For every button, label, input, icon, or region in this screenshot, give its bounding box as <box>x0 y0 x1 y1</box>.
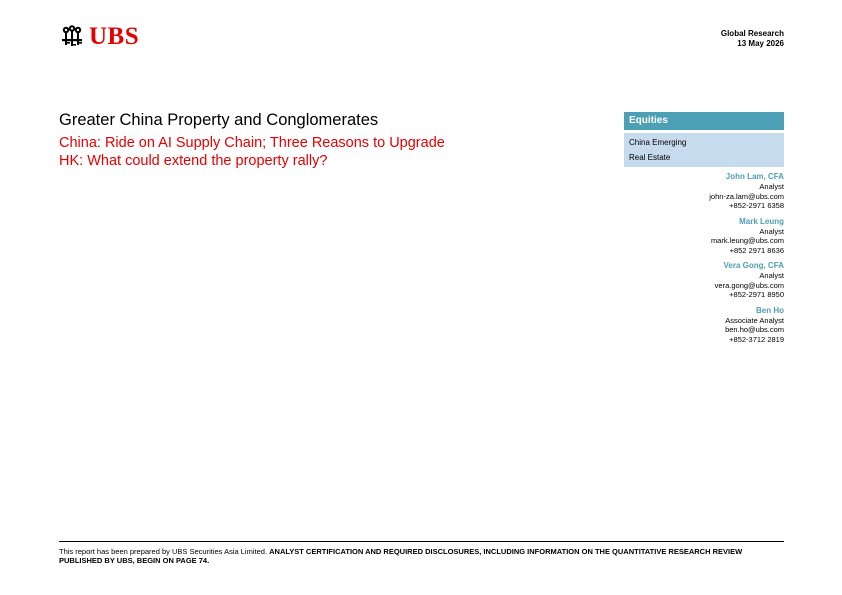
analyst-role: Analyst <box>759 182 784 191</box>
title-block <box>59 110 445 170</box>
keys-icon <box>59 25 85 49</box>
analyst-email[interactable]: vera.gong@ubs.com <box>714 280 784 290</box>
analyst-phone: +852-3712 2819 <box>729 334 784 344</box>
analyst-email[interactable]: ben.ho@ubs.com <box>725 325 784 334</box>
analyst-entry <box>709 306 784 345</box>
category-bar: Equities <box>624 112 784 130</box>
footer-suffix: . <box>207 556 210 565</box>
sidebar <box>624 112 784 167</box>
sector-item: China Emerging <box>629 138 687 147</box>
report-header <box>721 29 784 49</box>
footer-disclosure: ANALYST CERTIFICATION AND REQUIRED DISCLOSURES, INCLUDING INFORMATION ON THE QUANTITATIVE RESEARCH REVIEW PUBLISHED BY UBS, BEGIN ON PAGE 74 <box>59 547 743 565</box>
analyst-name: Ben Ho <box>756 305 784 315</box>
analyst-entry <box>709 261 784 300</box>
sector-item: Real Estate <box>629 153 671 162</box>
report-date: 13 May 2026 <box>737 39 784 48</box>
analyst-role: Analyst <box>759 271 784 280</box>
analyst-role: Analyst <box>759 226 784 236</box>
analyst-email[interactable]: mark.leung@ubs.com <box>710 236 784 245</box>
sector-box <box>624 133 784 167</box>
analyst-entry <box>709 217 784 256</box>
report-subtitle-1: China: Ride on AI Supply Chain; Three Reasons to Upgrade <box>59 135 445 151</box>
disclosure-footer <box>59 541 784 565</box>
analyst-list <box>709 172 784 350</box>
report-title: Greater China Property and Conglomerates <box>59 111 379 129</box>
analyst-name: Mark Leung <box>739 216 784 226</box>
analyst-email[interactable]: john-za.lam@ubs.com <box>709 191 784 201</box>
analyst-name: John Lam, CFA <box>725 172 784 181</box>
analyst-name: Vera Gong, CFA <box>723 261 784 270</box>
analyst-role: Associate Analyst <box>725 315 784 325</box>
analyst-entry <box>709 172 784 211</box>
analyst-phone: +852-2971 6358 <box>729 201 784 210</box>
report-subtitle-2: HK: What could extend the property rally? <box>59 153 328 169</box>
ubs-wordmark: UBS <box>89 23 140 50</box>
analyst-phone: +852-2971 8950 <box>729 290 784 299</box>
analyst-phone: +852 2971 8636 <box>729 245 784 255</box>
footer-prefix: This report has been prepared by UBS Securities Asia Limited. <box>59 547 270 556</box>
ubs-logo <box>59 24 139 49</box>
report-section: Global Research <box>720 29 784 38</box>
